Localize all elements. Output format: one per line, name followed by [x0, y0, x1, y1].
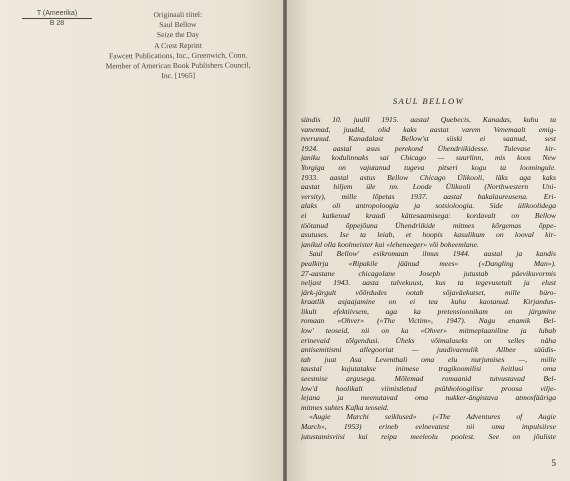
text-line: alaks oli antropoloogia ja sotsioloogia. Side ülikoolidega [301, 201, 556, 211]
text-line: taustal kujutatakse inimese tragikoomilisi heitlusi oma [301, 364, 556, 374]
text-line: pealkirja «Ripakile jäänud mees» («Dangling Man»). [301, 258, 556, 268]
text-line: seesmise argusega. Mõlemad romaanid tutvustavad Bel- [301, 374, 556, 384]
colophon-line: Fawcett Publications, Inc., Greenwich, Conn. [108, 50, 248, 61]
text-line: aastat hiljem üle nn. Loode Ülikooli (Northwestern Uni- [301, 182, 556, 192]
colophon-line: Inc. [1965] [161, 71, 196, 81]
text-line: Saul Bellow' esikromaan ilmus 1944. aastal ja kandis [309, 249, 556, 259]
text-line: mitmes suhtes Kafka teoseid. [301, 402, 389, 412]
colophon-line: A Crest Reprint [154, 40, 202, 50]
text-line: asutuses. Ise ta leiab, et hoopis kasulikum on looval kir- [301, 230, 556, 240]
colophon [88, 9, 268, 82]
text-line: 1933. aastal astus Bellow Chicago Ülikooli, läks aga kaks [301, 172, 556, 182]
text-line: March», 1953) erineb eelnevatest nii oma impulsiivse [301, 422, 556, 431]
right-page [287, 0, 570, 481]
text-line: järk-järgult võõrdudes ootab sõjaväekutset, mille büro- [301, 287, 556, 297]
author-heading: SAUL BELLOW [392, 96, 465, 106]
page-number: 5 [551, 458, 556, 468]
text-line: reerunud. Kanadalast Bellow'st siiski ei saanud, sest [301, 134, 556, 144]
text-line: vanemad, juudid, olid kaks aastat varem Venemaalt emig- [301, 124, 556, 134]
text-line: neljast 1943. aasta talvekuust, kus ta tegevusetult ja elust [301, 278, 556, 288]
text-line: janiku kodulinnaks sai Chicago — suurlinn, mis koos New [301, 153, 556, 163]
text-line: 27-aastane chicagolane Joseph jutustab päevikuvormis [301, 268, 556, 278]
text-line: antisemitismi allegooriat — juudivaenulik Allbee süüdis- [301, 345, 556, 355]
text-line: töötanud õppejõuna Ühendriikide mitmes kõrgemas õppe- [301, 220, 556, 230]
classification-mark [22, 10, 92, 27]
text-line: romaan «Ohver» («The Victim», 1947). Nagu enamik Bel- [301, 316, 556, 326]
classification-code: T (Ameerika) [22, 10, 92, 19]
text-line: «Augie Marchi seiklused» («The Adventures of Augie [309, 412, 556, 422]
text-line: ei katkenud kraadi kättesaamisega: kordavalt on Bellow [301, 210, 556, 220]
text-line: jutustamisviisi kui reipa meeleolu poolest. See on jõuliste [301, 431, 556, 441]
text-line: low'd hoolikalt viimistletud psühholoogilise proosa vilje- [301, 383, 556, 393]
colophon-line: Seize the Day [156, 30, 200, 40]
text-line: erinevaid tõlgendusi. Üheks võimaluseks on selles näha [301, 335, 556, 345]
text-line: sündis 10. juulil 1915. aastal Quebecis, Kanadas, kuhu ta [301, 115, 556, 124]
text-line: Yorgiga on vajutanud tugeva pitseri kogu ta loomingule. [301, 162, 556, 172]
body-text [301, 115, 556, 441]
colophon-line: Saul Bellow [159, 20, 197, 30]
colophon-line: Member of American Book Publishers Council, [105, 60, 251, 71]
text-line: lejana ja meenutavad oma nukker-ängistava atmosfääriga [301, 393, 556, 403]
text-line: versity), mille lõpetas 1937. aastal bakalaureusena. Eri- [301, 191, 556, 201]
text-line: 1924. aastal asus perekond Ühendriikidesse. Tulevase kir- [301, 143, 556, 153]
text-line: likult efektiivsem, aga ka pretensioonikam on järgmine [301, 306, 556, 316]
text-line: kraatlik asjaajamine on ei tea kuhu kaotanud. Kirjandus- [301, 297, 556, 307]
colophon-line: Originaali tiitel: [153, 9, 203, 20]
left-page [0, 0, 283, 481]
text-line: low' teoseid, nii on ka «Ohver» mitmeplaaniline ja lubab [301, 326, 556, 336]
text-line: tab juut Asa Leventhali oma elu nurjumises —, mille [301, 354, 556, 364]
text-line: janikul olla koolmeister kui «leheneeger» või boheemlane. [301, 239, 479, 249]
classification-number: B 28 [49, 20, 65, 27]
